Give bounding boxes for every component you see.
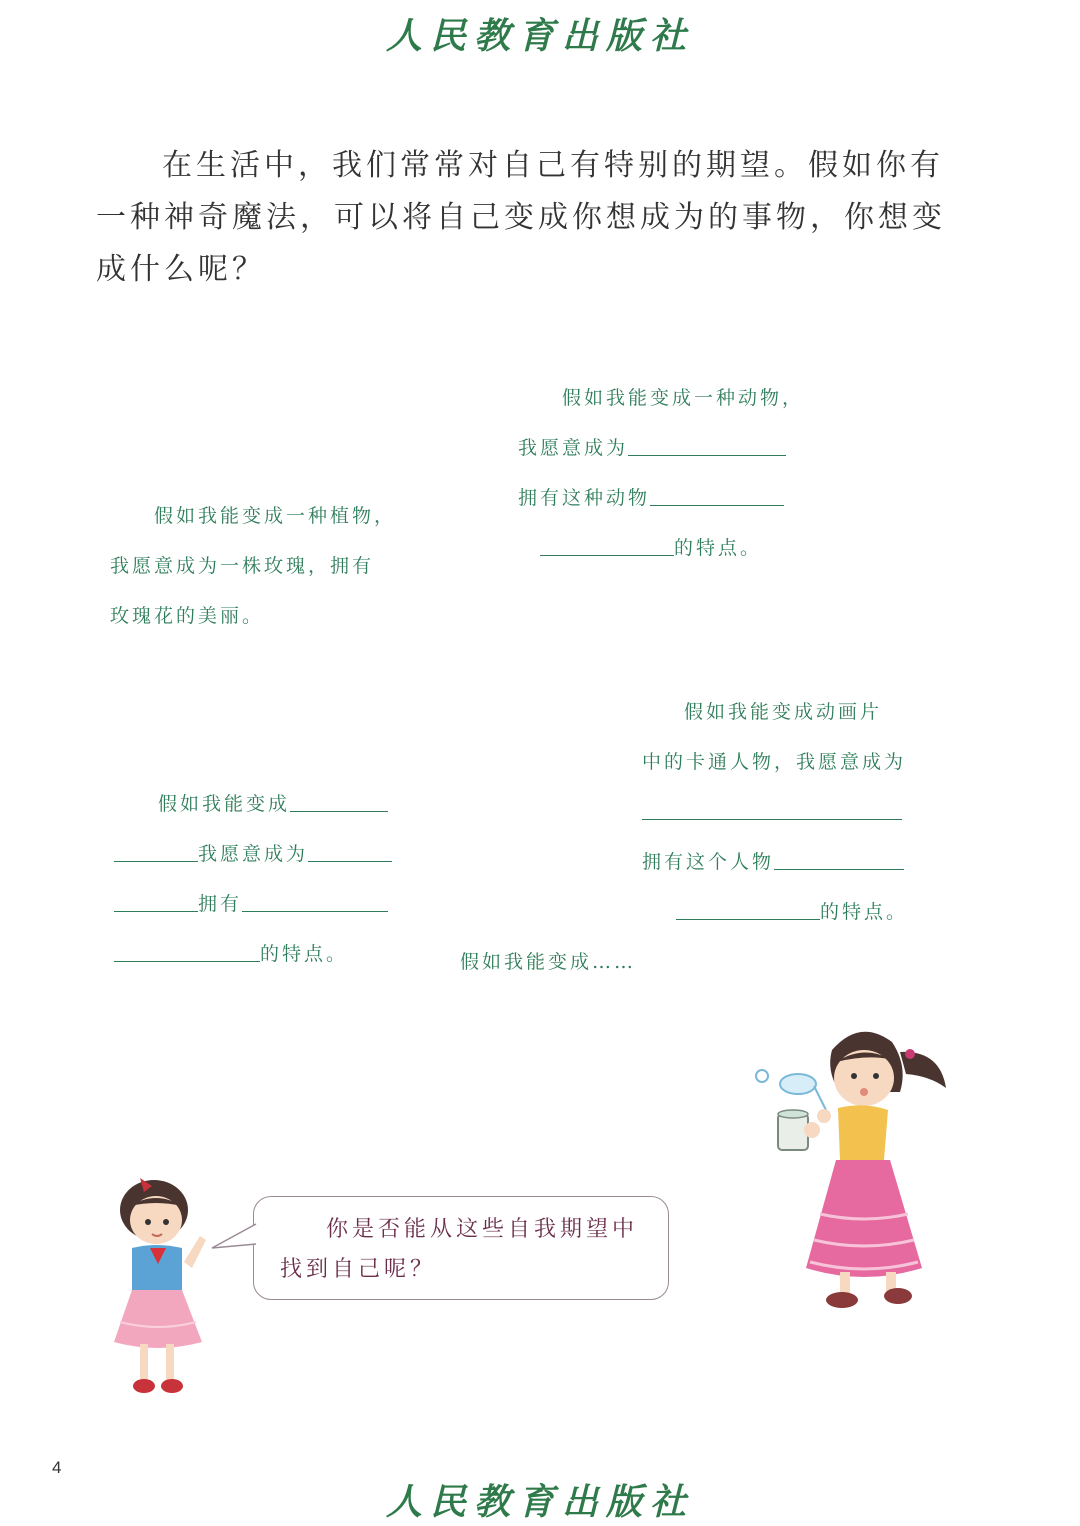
girl-blowing-bubbles-illustration (740, 1010, 970, 1320)
generic-blank-4[interactable] (114, 891, 198, 912)
publisher-watermark-top: 人民教育出版社 (385, 15, 694, 57)
generic-blank-3[interactable] (308, 841, 392, 862)
animal-line-2-text: 我愿意成为 (518, 437, 629, 459)
generic-line-4-text: 的特点。 (260, 943, 349, 965)
page-number: 4 (52, 1458, 62, 1477)
generic-blank-1[interactable] (290, 791, 388, 812)
speech-bubble-text (280, 1210, 660, 1290)
intro-text: 在生活中，我们常常对自己有特别的期望。假如你有一种神奇魔法，可以将自己变成你想成为的事物，你想变成什么呢？ (96, 148, 946, 287)
generic-prompt (114, 790, 414, 968)
girl-waving-illustration (110, 1172, 220, 1400)
plant-line-1: 假如我能变成一种植物， (154, 505, 397, 527)
cartoon-blank-1[interactable] (642, 799, 902, 820)
plant-prompt (110, 502, 410, 630)
speech-bubble-text-content: 你是否能从这些自我期望中找到自己呢？ (280, 1217, 639, 1282)
animal-line-1: 假如我能变成一种动物， (562, 387, 805, 409)
generic-line-3 (114, 890, 414, 918)
cartoon-line-4 (642, 848, 922, 876)
animal-blank-1[interactable] (628, 435, 786, 456)
intro-paragraph (96, 140, 956, 296)
publisher-watermark-bottom: 人民教育出版社 (385, 1481, 694, 1523)
animal-line-4-text: 的特点。 (674, 537, 763, 559)
cartoon-blank-2[interactable] (774, 849, 904, 870)
animal-line-4 (540, 534, 818, 562)
generic-line-4 (114, 940, 414, 968)
plant-line-2: 我愿意成为一株玫瑰，拥有 (110, 555, 375, 577)
cartoon-line-5 (676, 898, 922, 926)
speech-bubble-tail (210, 1220, 258, 1260)
cartoon-line-1: 假如我能变成动画片 (684, 701, 883, 723)
generic-blank-6[interactable] (114, 941, 260, 962)
cartoon-line-2: 中的卡通人物，我愿意成为 (642, 751, 907, 773)
cartoon-blank-3[interactable] (676, 899, 820, 920)
generic-line-1-text: 假如我能变成 (158, 793, 291, 815)
generic-blank-5[interactable] (242, 891, 388, 912)
generic-line-2-text: 我愿意成为 (198, 843, 309, 865)
animal-prompt (518, 384, 818, 562)
generic-blank-2[interactable] (114, 841, 198, 862)
animal-blank-3[interactable] (540, 535, 674, 556)
cartoon-line-4-text: 拥有这个人物 (642, 851, 775, 873)
animal-blank-2[interactable] (650, 485, 784, 506)
plant-line-3: 玫瑰花的美丽。 (110, 605, 265, 627)
generic-line-1 (158, 790, 414, 818)
cartoon-line-5-text: 的特点。 (820, 901, 909, 923)
cartoon-line-3 (642, 798, 922, 826)
cartoon-prompt (642, 698, 922, 926)
animal-line-3-text: 拥有这种动物 (518, 487, 651, 509)
ellipsis-prompt: 假如我能变成…… (460, 951, 637, 973)
animal-line-2 (518, 434, 818, 462)
generic-line-3-text: 拥有 (198, 893, 243, 915)
animal-line-3 (518, 484, 818, 512)
generic-line-2 (114, 840, 414, 868)
